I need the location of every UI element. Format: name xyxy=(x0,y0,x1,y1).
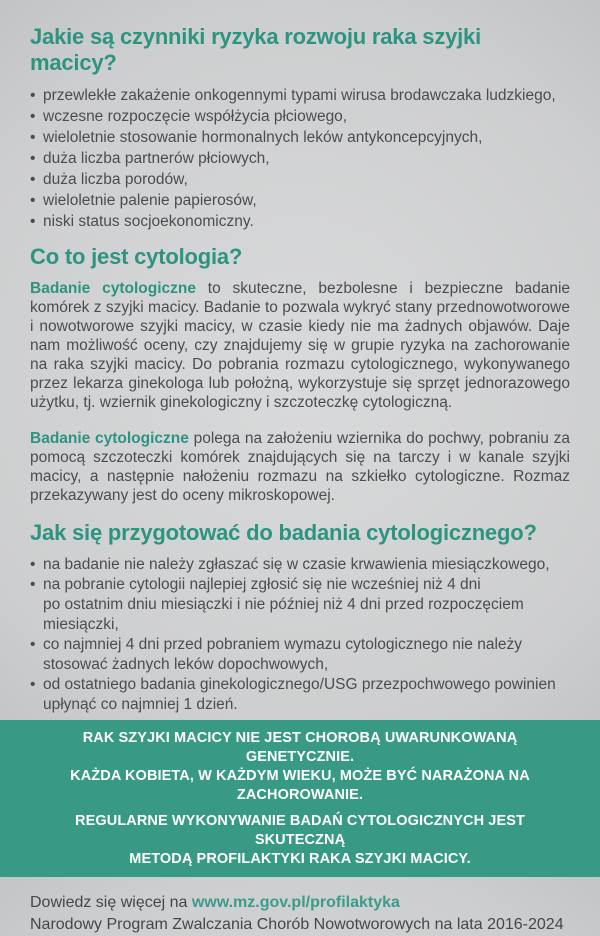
list-item: • duża liczba porodów, xyxy=(30,169,570,190)
more-info-prefix: Dowiedz się więcej na xyxy=(30,894,188,911)
list-item: • na badanie nie należy zgłaszać się w czasie krwawienia miesiączkowego, xyxy=(30,555,570,575)
risk-factors-heading: Jakie są czynniki ryzyka rozwoju raka szyjki macicy? xyxy=(30,24,482,75)
cytology-par2-text: polega na założeniu wziernika do pochwy, pobraniu za pomocą szczoteczki komórek znajdujących się na tarczy i w kanale szyjki macicy, a następnie nałożeniu rozmazu na szkiełko cytologiczne. Rozmaz przekazywany jest do oceny mikroskopowej. xyxy=(30,430,570,504)
what-is-cytology-heading: Co to jest cytologia? xyxy=(30,244,243,269)
list-item: • duża liczba partnerów płciowych, xyxy=(30,148,570,169)
program-name-line: Narodowy Program Zwalczania Chorób Nowotworowych na lata 2016-2024 xyxy=(30,916,564,933)
list-item: • od ostatniego badania ginekologicznego/USG przezpochwowego powinien upłynąć co najmniej 1 dzień. xyxy=(30,675,570,715)
profilaktyka-link[interactable]: www.mz.gov.pl/profilaktyka xyxy=(191,894,400,911)
banner-message-genetics: RAK SZYJKI MACICY NIE JEST CHOROBĄ UWARUNKOWANĄ GENETYCZNIE. KAŻDA KOBIETA, W KAŻDYM WIEKU, MOŻE BYĆ NARAŻONA NA ZACHOROWANIE. xyxy=(70,730,530,803)
more-info-line xyxy=(30,892,570,914)
cytology-paragraph-2 xyxy=(30,429,570,505)
list-item: • przewlekłe zakażenie onkogennymi typami wirusa brodawczaka ludzkiego, xyxy=(30,85,570,106)
risk-factors-list xyxy=(30,85,570,232)
key-message-banner xyxy=(0,720,600,877)
leaflet-footer xyxy=(0,877,600,936)
list-item: • wieloletnie stosowanie hormonalnych leków antykoncepcyjnych, xyxy=(30,127,570,148)
list-item: • wczesne rozpoczęcie współżycia płciowego, xyxy=(30,106,570,127)
cytology-paragraph-1 xyxy=(30,279,570,412)
list-item: • wieloletnie palenie papierosów, xyxy=(30,190,570,211)
cytology-par1-lead: Badanie cytologiczne xyxy=(30,280,196,297)
list-item: • co najmniej 4 dni przed pobraniem wymazu cytologicznego nie należy stosować żadnych leków dopochwowych, xyxy=(30,635,570,675)
banner-message-prevention: REGULARNE WYKONYWANIE BADAŃ CYTOLOGICZNYCH JEST SKUTECZNĄ METODĄ PROFILAKTYKI RAKA SZYJKI MACICY. xyxy=(75,813,525,867)
list-item: • na pobranie cytologii najlepiej zgłosić się nie wcześniej niż 4 dni po ostatnim dniu miesiączki i nie później niż 4 dni przed rozpoczęciem miesiączki, xyxy=(30,575,570,635)
cytology-par2-lead: Badanie cytologiczne xyxy=(30,430,189,447)
list-item: • niski status socjoekonomiczny. xyxy=(30,211,570,232)
prepare-list xyxy=(30,555,570,715)
how-to-prepare-heading: Jak się przygotować do badania cytologicznego? xyxy=(30,520,537,545)
cytology-par1-text: to skuteczne, bezbolesne i bezpieczne badanie komórek z szyjki macicy. Badanie to pozwala wykryć stany przednowotworowe i nowotworowe szyjki macicy, w czasie kiedy nie ma żadnych objawów. Daje nam możliwość oceny, czy znajdujemy się w grupie ryzyka na zachorowanie na raka szyjki macicy. Do pobrania rozmazu cytologicznego, wykonywanego przez lekarza ginekologa lub położną, wykorzystuje się sprzęt jednorazowego użytku, tj. wziernik ginekologiczny i szczoteczkę cytologiczną. xyxy=(30,280,571,411)
